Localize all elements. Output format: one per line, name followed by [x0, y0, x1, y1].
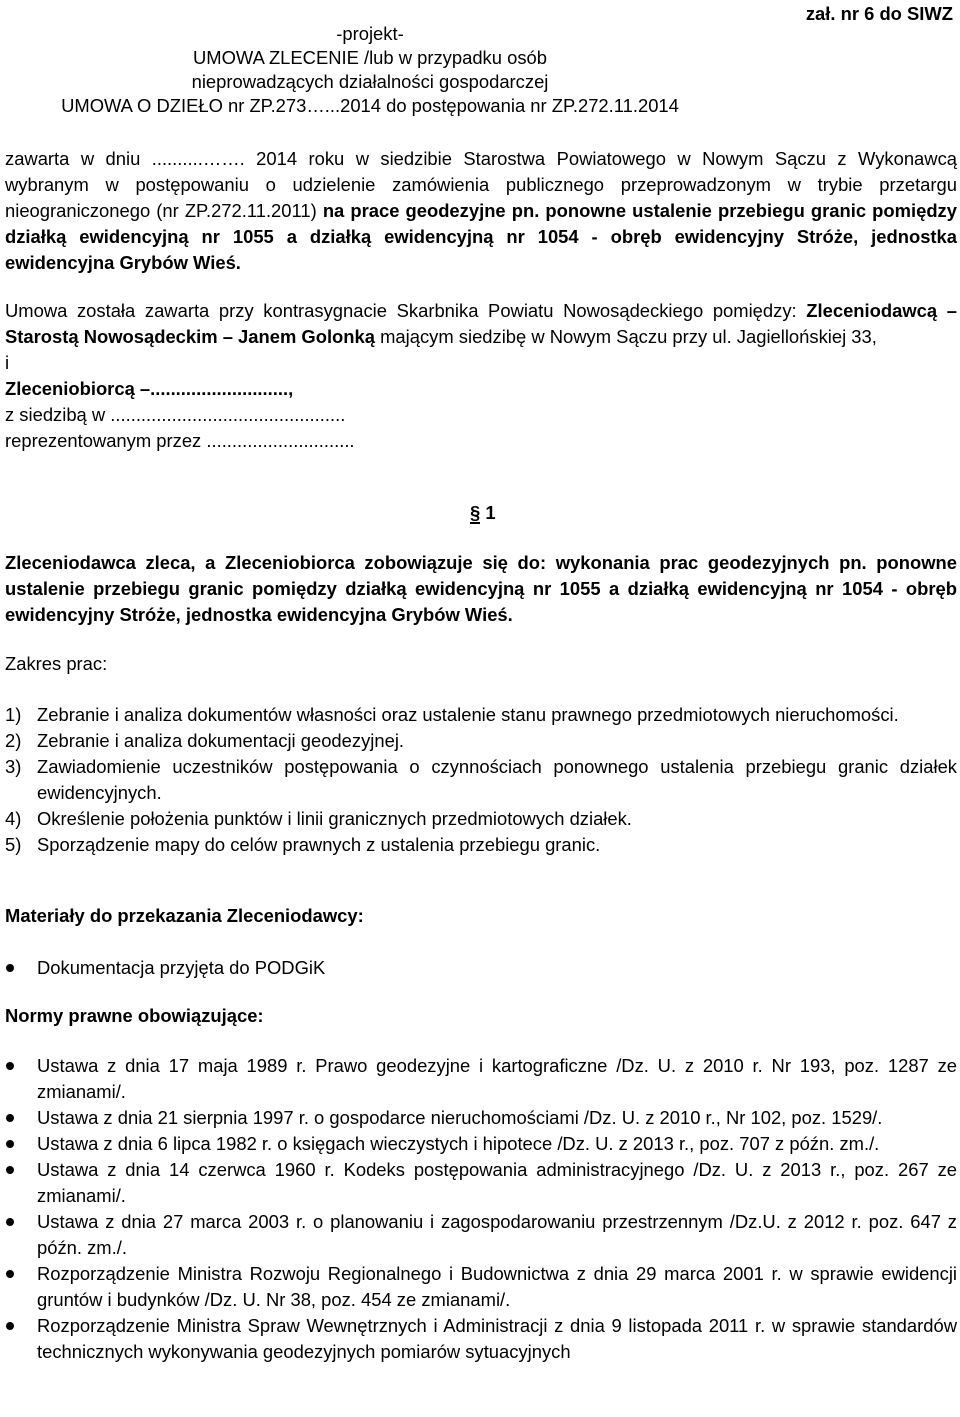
section-symbol: § — [470, 502, 481, 523]
list-item: Ustawa z dnia 17 maja 1989 r. Prawo geodezyjne i kartograficzne /Dz. U. z 2010 r. Nr 193, poz. 1287 ze zmianami/. — [5, 1053, 957, 1105]
list-item: Rozporządzenie Ministra Rozwoju Regionalnego i Budownictwa z dnia 29 marca 2001 r. w sprawie ewidencji gruntów i budynków /Dz. U. Nr 38, poz. 454 ze zmianami/. — [5, 1261, 957, 1313]
heading-line-3: nieprowadzących działalności gospodarczej — [191, 71, 549, 92]
parties-intro: Umowa została zawarta przy kontrasygnacie Skarbnika Powiatu Nowosądeckiego pomiędzy: — [5, 300, 797, 321]
list-item: 2) Zebranie i analiza dokumentacji geodezyjnej. — [5, 730, 405, 751]
list-item: Ustawa z dnia 27 marca 2003 r. o planowaniu i zagospodarowaniu przestrzennym /Dz.U. z 2012 r. poz. 647 z późn. zm./. — [5, 1209, 957, 1261]
main-task-paragraph: Zleceniodawca zleca, a Zleceniobiorca zobowiązuje się do: wykonania prac geodezyjnych pn. ponowne ustalenie przebiegu granic pomiędzy działką ewidencyjną nr 1055 a działką ewidencyjną nr 1054 - obręb ewidencyjny Stróże, jednostka ewidencyjna Grybów Wieś. — [5, 552, 957, 625]
law-heading: Normy prawne obowiązujące: — [5, 1005, 264, 1026]
list-item: 4) Określenie położenia punktów i linii granicznych przedmiotowych działek. — [5, 808, 632, 829]
parties-block — [5, 298, 957, 454]
section-heading — [470, 501, 496, 525]
client-name: Zleceniodawcą – Starostą Nowosądeckim – Janem Golonką — [5, 300, 957, 347]
section-number: 1 — [485, 502, 496, 523]
parties-and: i — [5, 352, 10, 373]
contractor-name: Zleceniobiorcą –..........................., — [5, 378, 294, 399]
heading-project-line: -projekt- — [336, 23, 404, 44]
law-list — [5, 1053, 957, 1365]
intro-subject: na prace geodezyjne pn. ponowne ustalenie przebiegu granic pomiędzy działką ewidencyjną nr 1055 a działką ewidencyjną nr 1054 - obręb ewidencyjny Stróże, jednostka ewidencyjna Grybów Wieś. — [5, 200, 957, 273]
list-item: Ustawa z dnia 14 czerwca 1960 r. Kodeks postępowania administracyjnego /Dz. U. z 2013 r., poz. 267 ze zmianami/. — [5, 1157, 957, 1209]
list-item: Rozporządzenie Ministra Spraw Wewnętrznych i Administracji z dnia 9 listopada 2011 r. w sprawie standardów technicznych wykonywania geodezyjnych pomiarów sytuacyjnych — [5, 1313, 957, 1365]
contractor-seat: z siedzibą w .............................................. — [5, 404, 346, 425]
list-item: Ustawa z dnia 21 sierpnia 1997 r. o gospodarce nieruchomościami /Dz. U. z 2010 r., Nr 102, poz. 1529/. — [5, 1105, 957, 1131]
attachment-label: zał. nr 6 do SIWZ — [805, 3, 953, 24]
scope-list — [5, 702, 957, 858]
contractor-representative: reprezentowanym przez ............................. — [5, 430, 355, 451]
list-item: Ustawa z dnia 6 lipca 1982 r. o księgach wieczystych i hipotece /Dz. U. z 2013 r., poz. 707 z późn. zm./. — [5, 1131, 957, 1157]
materials-heading: Materiały do przekazania Zleceniodawcy: — [5, 905, 364, 926]
list-item: 3) Zawiadomienie uczestników postępowania o czynnościach ponownego ustalenia przebiegu granic działek ewidencyjnych. — [5, 756, 957, 803]
list-item: 1) Zebranie i analiza dokumentów własności oraz ustalenie stanu prawnego przedmiotowych nieruchomości. — [5, 704, 899, 725]
intro-text: zawarta w dniu ..........……. 2014 roku w siedzibie Starostwa Powiatowego w Nowym Sączu z Wykonawcą wybranym w postępowaniu o udzielenie zamówienia publicznego przeprowadzonym w trybie przetargu nieograniczonego (nr ZP.272.11.2011) — [5, 148, 957, 221]
heading-line-4: UMOWA O DZIEŁO nr ZP.273…...2014 do postępowania nr ZP.272.11.2014 — [61, 95, 679, 116]
heading-line-2: UMOWA ZLECENIE /lub w przypadku osób — [193, 47, 547, 68]
client-address: mającym siedzibę w Nowym Sączu przy ul. Jagiellońskiej 33, — [375, 326, 877, 347]
list-item: Dokumentacja przyjęta do PODGiK — [5, 955, 957, 981]
materials-list — [5, 955, 957, 981]
list-item: 5) Sporządzenie mapy do celów prawnych z ustalenia przebiegu granic. — [5, 834, 601, 855]
intro-paragraph — [5, 146, 957, 276]
contract-heading — [5, 22, 735, 118]
scope-heading: Zakres prac: — [5, 653, 108, 674]
